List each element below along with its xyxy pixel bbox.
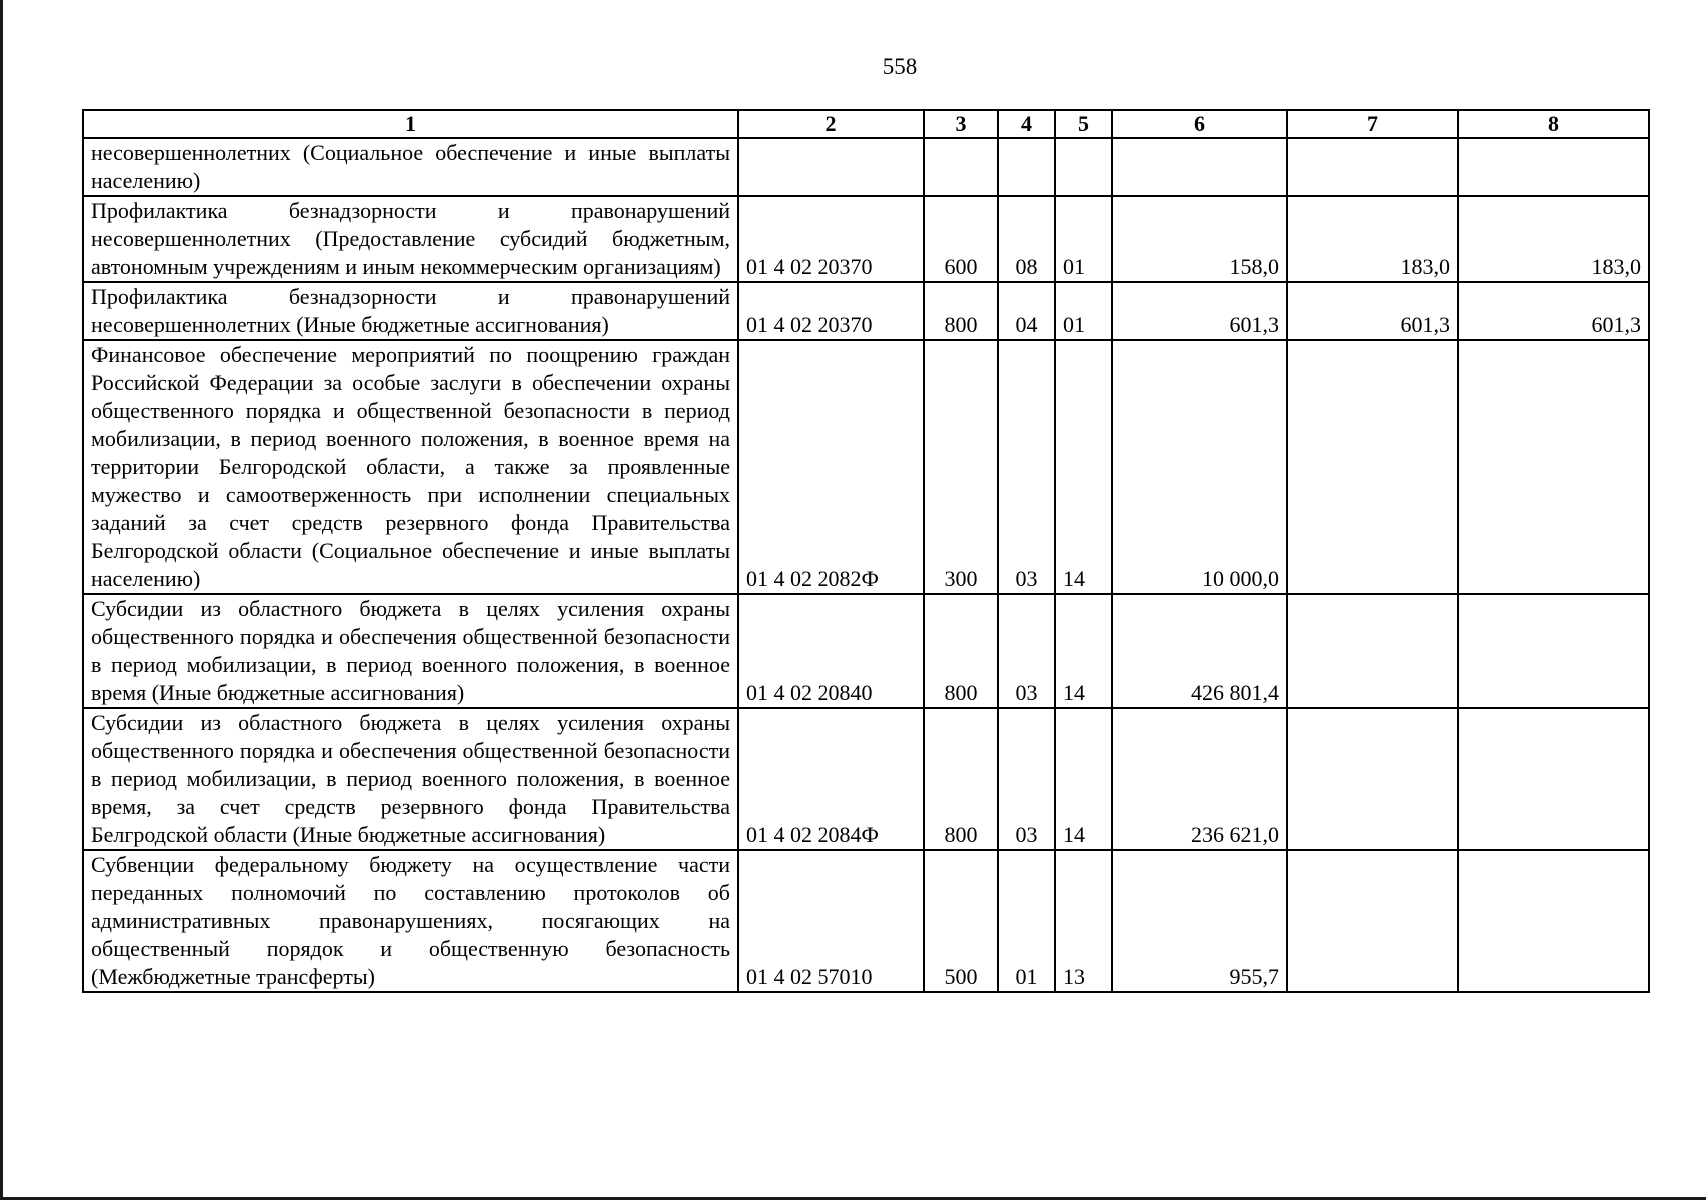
row-sum-col7 <box>1287 708 1458 850</box>
row-sum-col7 <box>1287 594 1458 708</box>
row-subsection <box>1055 138 1112 196</box>
row-code: 01 4 02 2082Ф <box>738 340 924 594</box>
row-description: Субсидии из областного бюджета в целях усиления охраны общественного порядка и обеспечения общественной безопасности в период мобилизации, в период военного положения, в военное время (Иные бюджетные ассигнования) <box>83 594 738 708</box>
row-sum-col8: 183,0 <box>1458 196 1649 282</box>
budget-table <box>82 109 1650 993</box>
row-description: Субсидии из областного бюджета в целях усиления охраны общественного порядка и обеспечения общественной безопасности в период мобилизации, в период военного положения, в военное время, за счет средств резервного фонда Правительства Белгродской области (Иные бюджетные ассигнования) <box>83 708 738 850</box>
row-code: 01 4 02 20370 <box>738 196 924 282</box>
row-sum-col8 <box>1458 138 1649 196</box>
scan-edge-left <box>0 0 3 1200</box>
header-cell-7: 7 <box>1287 110 1458 138</box>
row-section <box>998 138 1055 196</box>
row-expense-type: 800 <box>924 708 998 850</box>
row-description: Субвенции федеральному бюджету на осуществление части переданных полномочий по составлению протоколов об административных правонарушениях, посягающих на общественный порядок и общественную безопасность (Межбюджетные трансферты) <box>83 850 738 992</box>
row-subsection: 14 <box>1055 340 1112 594</box>
row-sum-col8: 601,3 <box>1458 282 1649 340</box>
row-sum-col8 <box>1458 708 1649 850</box>
table-row <box>83 708 1649 850</box>
row-sum-col7 <box>1287 340 1458 594</box>
row-sum-col7 <box>1287 138 1458 196</box>
row-subsection: 01 <box>1055 282 1112 340</box>
row-sum-col6: 10 000,0 <box>1112 340 1287 594</box>
row-sum-col6: 601,3 <box>1112 282 1287 340</box>
table-row <box>83 850 1649 992</box>
row-sum-col8 <box>1458 850 1649 992</box>
row-sum-col7 <box>1287 850 1458 992</box>
row-sum-col6: 955,7 <box>1112 850 1287 992</box>
row-sum-col8 <box>1458 594 1649 708</box>
row-expense-type: 800 <box>924 594 998 708</box>
row-description: Профилактика безнадзорности и правонарушений несовершеннолетних (Предоставление субсидий бюджетным, автономным учреждениям и иным некоммерческим организациям) <box>83 196 738 282</box>
row-subsection: 14 <box>1055 594 1112 708</box>
row-subsection: 14 <box>1055 708 1112 850</box>
page-number: 558 <box>882 54 918 79</box>
row-code: 01 4 02 57010 <box>738 850 924 992</box>
row-section: 04 <box>998 282 1055 340</box>
row-description: Финансовое обеспечение мероприятий по поощрению граждан Российской Федерации за особые заслуги в обеспечении охраны общественного порядка и общественной безопасности в период мобилизации, в период военного положения, в военное время на территории Белгородской области, а также за проявленные мужество и самоотверженность при исполнении специальных заданий за счет средств резервного фонда Правительства Белгородской области (Социальное обеспечение и иные выплаты населению) <box>83 340 738 594</box>
row-description: Профилактика безнадзорности и правонарушений несовершеннолетних (Иные бюджетные ассигнования) <box>83 282 738 340</box>
row-sum-col6 <box>1112 138 1287 196</box>
row-code: 01 4 02 20370 <box>738 282 924 340</box>
row-subsection: 01 <box>1055 196 1112 282</box>
row-section: 03 <box>998 708 1055 850</box>
row-expense-type: 800 <box>924 282 998 340</box>
header-cell-3: 3 <box>924 110 998 138</box>
row-expense-type: 300 <box>924 340 998 594</box>
row-code: 01 4 02 2084Ф <box>738 708 924 850</box>
row-description: несовершеннолетних (Социальное обеспечение и иные выплаты населению) <box>83 138 738 196</box>
header-cell-5: 5 <box>1055 110 1112 138</box>
table-row <box>83 594 1649 708</box>
row-section: 01 <box>998 850 1055 992</box>
header-row <box>83 110 1649 138</box>
row-subsection: 13 <box>1055 850 1112 992</box>
row-expense-type <box>924 138 998 196</box>
table-row <box>83 196 1649 282</box>
row-section: 03 <box>998 340 1055 594</box>
row-sum-col7: 183,0 <box>1287 196 1458 282</box>
row-section: 08 <box>998 196 1055 282</box>
row-sum-col6: 158,0 <box>1112 196 1287 282</box>
row-sum-col7: 601,3 <box>1287 282 1458 340</box>
row-code <box>738 138 924 196</box>
row-section: 03 <box>998 594 1055 708</box>
header-cell-4: 4 <box>998 110 1055 138</box>
row-sum-col6: 236 621,0 <box>1112 708 1287 850</box>
row-sum-col6: 426 801,4 <box>1112 594 1287 708</box>
row-sum-col8 <box>1458 340 1649 594</box>
header-cell-2: 2 <box>738 110 924 138</box>
row-expense-type: 600 <box>924 196 998 282</box>
table-row <box>83 138 1649 196</box>
table-row <box>83 282 1649 340</box>
table-row <box>83 340 1649 594</box>
header-cell-8: 8 <box>1458 110 1649 138</box>
header-cell-6: 6 <box>1112 110 1287 138</box>
row-expense-type: 500 <box>924 850 998 992</box>
header-cell-1: 1 <box>83 110 738 138</box>
row-code: 01 4 02 20840 <box>738 594 924 708</box>
